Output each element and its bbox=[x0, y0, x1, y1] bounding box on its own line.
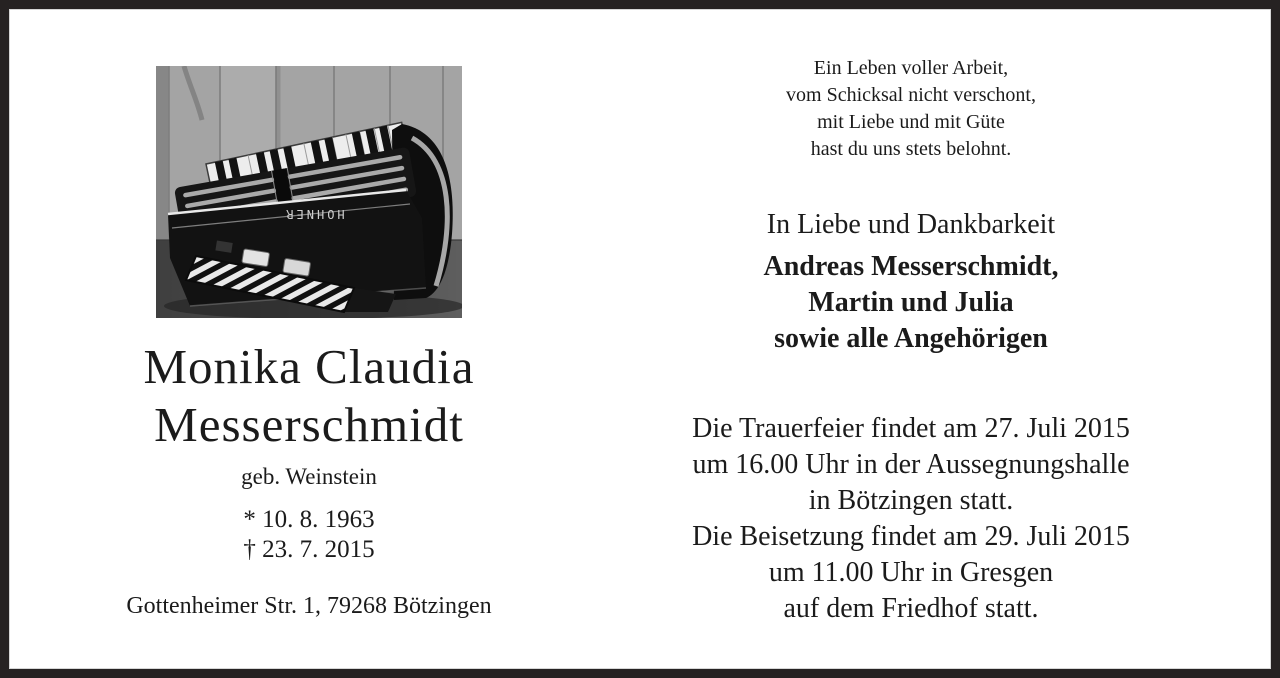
death-date: † 23. 7. 2015 bbox=[243, 536, 375, 563]
mourners bbox=[609, 249, 1213, 357]
message-column bbox=[609, 9, 1271, 669]
poem-line: mit Liebe und mit Güte bbox=[817, 111, 1005, 133]
funeral-line: Die Beisetzung findet am 29. Juli 2015 bbox=[692, 521, 1130, 552]
funeral-line: Die Trauerfeier findet am 27. Juli 2015 bbox=[692, 413, 1130, 444]
funeral-line: um 11.00 Uhr in Gresgen bbox=[768, 557, 1054, 588]
accordion-illustration bbox=[156, 66, 462, 318]
memorial-poem bbox=[609, 55, 1213, 163]
poem-line: vom Schicksal nicht verschont, bbox=[786, 84, 1036, 106]
funeral-line: in Bötzingen statt. bbox=[808, 485, 1014, 516]
birth-date: * 10. 8. 1963 bbox=[243, 506, 375, 533]
deceased-name-line1: Monika Claudia bbox=[143, 339, 475, 394]
deceased-column bbox=[9, 9, 609, 669]
funeral-info bbox=[609, 411, 1213, 627]
poem-line: hast du uns stets belohnt. bbox=[810, 138, 1012, 160]
address: Gottenheimer Str. 1, 79268 Bötzingen bbox=[126, 593, 492, 619]
mourner-line: Martin und Julia bbox=[808, 287, 1014, 318]
maiden-name: geb. Weinstein bbox=[241, 464, 377, 489]
brand-label: HOHNER bbox=[283, 207, 345, 221]
poem-line: Ein Leben voller Arbeit, bbox=[813, 57, 1009, 79]
condolence-intro: In Liebe und Dankbarkeit bbox=[766, 209, 1056, 240]
mourner-line: Andreas Messerschmidt, bbox=[763, 251, 1059, 282]
life-dates bbox=[9, 505, 609, 565]
deceased-name-line2: Messerschmidt bbox=[154, 397, 464, 452]
funeral-line: auf dem Friedhof statt. bbox=[783, 593, 1039, 624]
funeral-line: um 16.00 Uhr in der Aussegnungshalle bbox=[692, 449, 1130, 480]
mourner-line: sowie alle Angehörigen bbox=[774, 323, 1048, 354]
deceased-name bbox=[9, 338, 609, 454]
accordion-photo bbox=[156, 66, 462, 318]
